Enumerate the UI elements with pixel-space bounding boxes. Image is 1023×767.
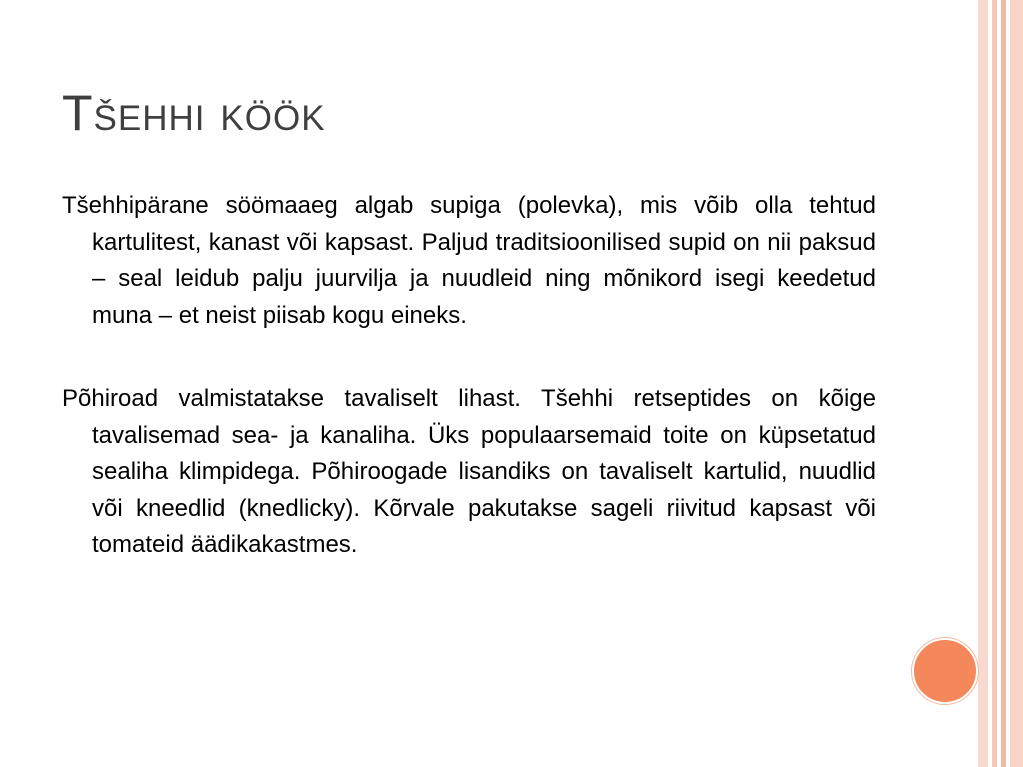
decor-stripe — [978, 0, 988, 767]
slide-body — [62, 188, 876, 611]
decor-stripe — [1010, 0, 1023, 767]
paragraph: Põhiroad valmistatakse tavaliselt lihast. Tšehhi retseptides on kõige tavalisemad sea- ja kanaliha. Üks populaarsemaid toite on küpsetatud sealiha klimpidega. Põhiroogade lisandiks on tavaliselt kartulid, nuudlid või kneedlid (knedlicky). Kõrvale pakutakse sageli riivitud kapsast või tomateid äädikakastmes. — [62, 385, 876, 558]
decor-circle — [912, 638, 978, 704]
paragraph: Tšehhipärane söömaaeg algab supiga (polevka), mis võib olla tehtud kartulitest, kanast või kapsast. Paljud traditsioonilised supid on nii paksud – seal leidub palju juurvilja ja nuudleid ning mõnikord isegi keedetud muna – et neist piisab kogu eineks. — [62, 192, 876, 329]
slide-title: Tšehhi köök — [62, 85, 326, 141]
